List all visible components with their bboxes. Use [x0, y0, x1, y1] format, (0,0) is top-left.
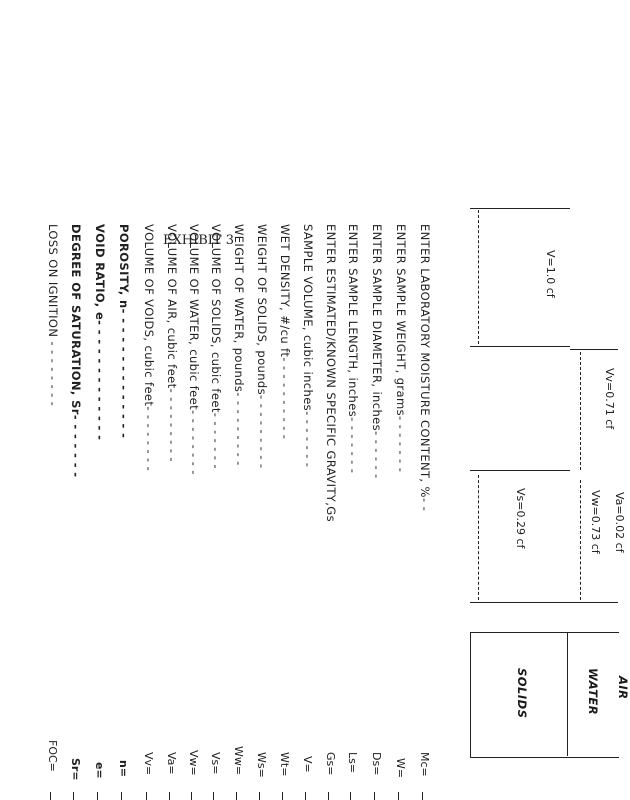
vs-label: Vs=0.29 cf: [514, 488, 527, 549]
vv-dash: [580, 352, 582, 470]
v-total-bottom-tick: [470, 346, 570, 347]
value-mark: [169, 792, 170, 800]
value-mark: [146, 792, 147, 800]
phase-solids-label: SOLIDS: [515, 668, 529, 719]
vs-bottom-tick: [470, 602, 570, 603]
vs-top-tick: [470, 470, 570, 471]
vv-label: Vv=0.71 cf: [603, 368, 616, 430]
value-mark: [213, 792, 214, 800]
v-total-label: V=1.0 cf: [544, 250, 557, 298]
symbol-ls: Ls=: [346, 752, 359, 774]
line-void-ratio: VOID RATIO, e- - - - - - - - - - - - -: [93, 224, 107, 441]
line-weight-solids: WEIGHT OF SOLIDS, pounds- - - - - - - - -: [255, 224, 269, 469]
value-mark: [282, 792, 283, 800]
value-mark: [422, 792, 423, 800]
line-volume-air: VOLUME OF AIR, cubic feet- - - - - - - - -: [165, 224, 179, 462]
value-mark: [328, 792, 329, 800]
symbol-mc: Mc=: [418, 752, 431, 777]
line-moisture-content: ENTER LABORATORY MOISTURE CONTENT, %- -: [418, 224, 432, 512]
symbol-ws: Ws=: [255, 752, 268, 778]
v-total-top-tick: [470, 208, 570, 209]
line-volume-voids: VOLUME OF VOIDS, cubic feet- - - - - - - -: [142, 224, 156, 472]
v-total-dash: [478, 210, 480, 344]
vw-bottom-tick: [570, 602, 618, 603]
symbol-va: Va=: [165, 752, 178, 775]
line-sample-diameter: ENTER SAMPLE DIAMETER, inches- - - - - -: [370, 224, 384, 479]
symbol-wt: Wt=: [278, 752, 291, 777]
symbol-vw: Vw=: [187, 750, 200, 776]
value-mark: [374, 792, 375, 800]
phase-table-divider-1: [567, 632, 568, 756]
va-label: Va=0.02 cf: [613, 492, 626, 553]
symbol-e: e=: [93, 762, 106, 779]
line-degree-saturation: DEGREE OF SATURATION, Sr- - - - - - -: [69, 224, 83, 478]
line-specific-gravity: ENTER ESTIMATED/KNOWN SPECIFIC GRAVITY,Gs: [324, 224, 338, 522]
value-mark: [236, 792, 237, 800]
symbol-ww: Ww=: [232, 746, 245, 776]
symbol-w: W=: [394, 758, 407, 779]
symbol-ds: Ds=: [370, 752, 383, 776]
symbol-vv: Vv=: [142, 752, 155, 776]
value-mark: [121, 792, 122, 800]
vw-label: Vw=0.73 cf: [589, 490, 602, 554]
value-mark: [305, 792, 306, 800]
line-volume-solids: VOLUME OF SOLIDS, cubic feet- - - - - - -: [209, 224, 223, 469]
symbol-v: V=: [301, 756, 314, 773]
value-mark: [73, 792, 74, 800]
value-mark: [191, 792, 192, 800]
symbol-gs: Gs=: [324, 752, 337, 776]
line-sample-length: ENTER SAMPLE LENGTH, inches- - - - - - -: [346, 224, 360, 474]
symbol-sr: Sr=: [69, 758, 82, 781]
exhibit-label: EXHIBIT 3: [163, 233, 234, 248]
line-weight-water: WEIGHT OF WATER, pounds- - - - - - - - -: [232, 224, 246, 466]
line-sample-volume: SAMPLE VOLUME, cubic inches- - - - - - -: [301, 224, 315, 468]
value-mark: [350, 792, 351, 800]
line-sample-weight: ENTER SAMPLE WEIGHT, grams- - - - - - -: [394, 224, 408, 473]
value-mark: [97, 792, 98, 800]
symbol-foc: FOC=: [46, 740, 59, 772]
vw-dash: [580, 480, 582, 600]
line-loss-on-ignition: LOSS ON IGNITION - - - - - - - -: [46, 224, 60, 407]
value-mark: [259, 792, 260, 800]
line-volume-water: VOLUME OF WATER, cubic feet- - - - - - - -: [187, 224, 201, 475]
symbol-vs: Vs=: [209, 752, 222, 775]
symbol-n: n=: [117, 760, 130, 778]
value-mark: [398, 792, 399, 800]
phase-water-label: WATER: [586, 668, 600, 716]
line-porosity: POROSITY, n- - - - - - - - - - - - - -: [117, 224, 131, 439]
phase-air-label: AIR: [616, 676, 630, 700]
value-mark: [50, 792, 51, 800]
line-wet-density: WET DENSITY, #/cu ft- - - - - - - - - -: [278, 224, 292, 440]
vs-dash: [478, 475, 480, 600]
vv-top-tick: [570, 349, 618, 350]
